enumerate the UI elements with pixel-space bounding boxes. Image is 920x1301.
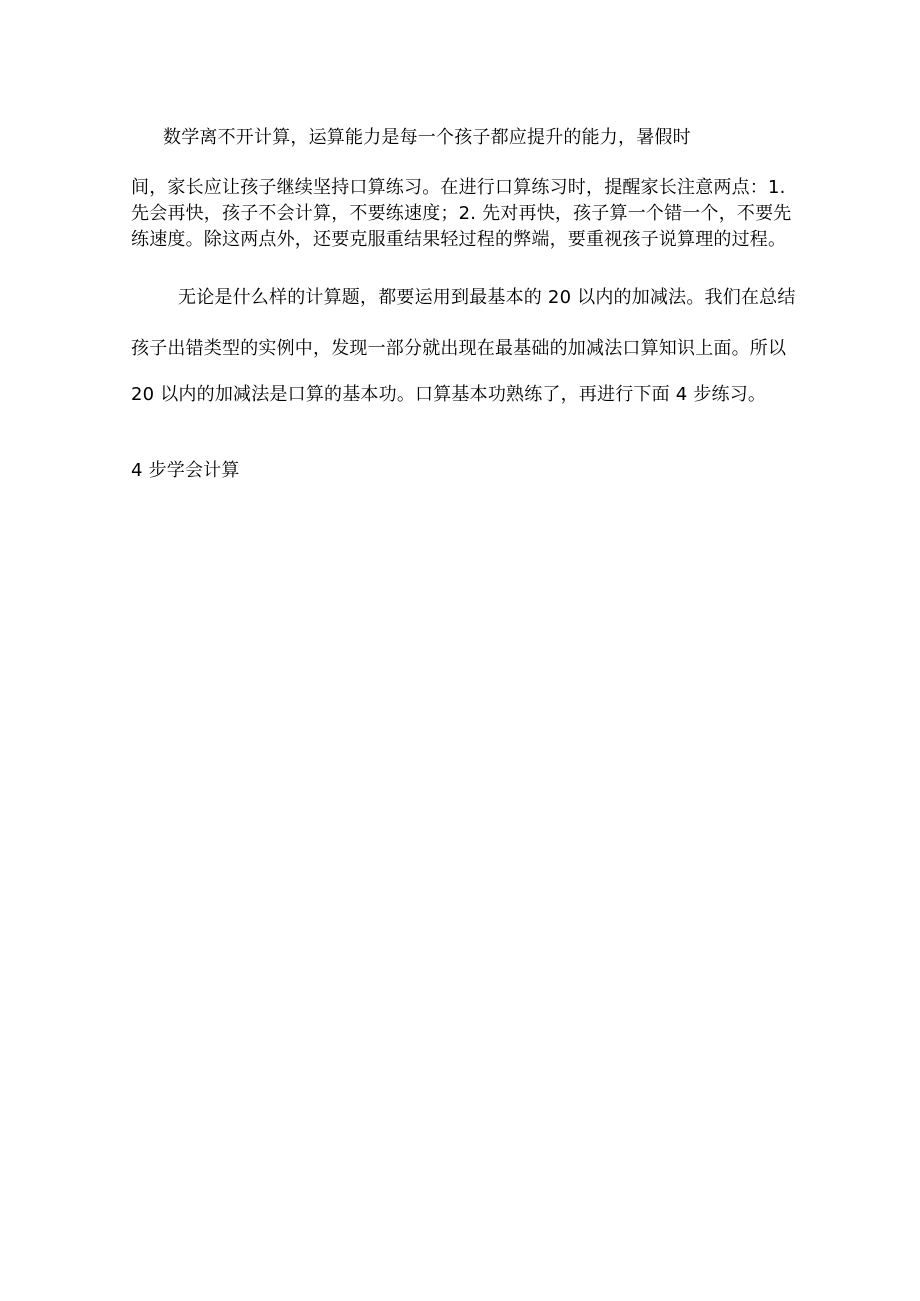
paragraph-2-line-3: 20 以内的加减法是口算的基本功。口算基本功熟练了，再进行下面 4 步练习。 — [131, 384, 767, 405]
paragraph-1-line-1: 数学离不开计算，运算能力是每一个孩子都应提升的能力，暑假时 — [163, 127, 691, 148]
paragraph-2-line-1: 无论是什么样的计算题，都要运用到最基本的 20 以内的加减法。我们在总结 — [178, 287, 796, 308]
paragraph-2-line-2: 孩子出错类型的实例中，发现一部分就出现在最基础的加减法口算知识上面。所以 — [131, 338, 787, 359]
section-heading: 4 步学会计算 — [131, 460, 240, 481]
paragraph-1-line-4: 练速度。除这两点外，还要克服重结果轻过程的弊端，要重视孩子说算理的过程。 — [131, 229, 787, 250]
paragraph-1-line-3: 先会再快，孩子不会计算，不要练速度；2. 先对再快，孩子算一个错一个，不要先 — [131, 203, 792, 224]
paragraph-1-line-2: 间，家长应让孩子继续坚持口算练习。在进行口算练习时，提醒家长注意两点：1. — [131, 177, 786, 198]
